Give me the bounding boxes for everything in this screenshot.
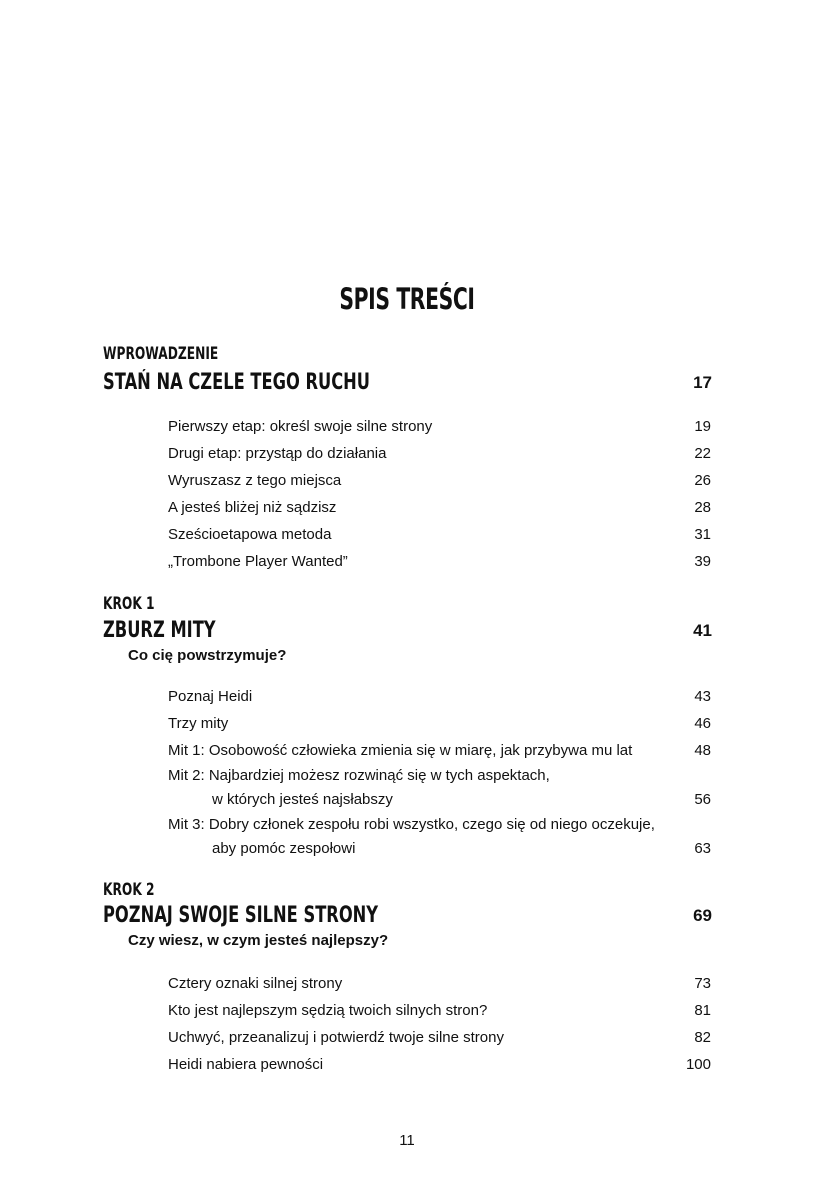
toc-entry[interactable] [168, 740, 711, 762]
toc-entry[interactable] [168, 470, 711, 492]
toc-entry[interactable] [168, 765, 711, 811]
toc-title: SPIS TREŚCI [339, 282, 475, 316]
toc-entry-page: 43 [694, 688, 711, 705]
toc-entry[interactable] [168, 814, 711, 860]
chapter-title: POZNAJ SWOJE SILNE STRONY [103, 903, 379, 928]
toc-entry-page: 22 [694, 445, 711, 462]
chapter-page-number: 41 [693, 621, 712, 640]
chapter-title: ZBURZ MITY [103, 618, 216, 643]
toc-entry[interactable] [168, 1000, 711, 1022]
toc-entry-page: 73 [694, 975, 711, 992]
page-number: 11 [399, 1132, 415, 1149]
toc-entry[interactable] [168, 416, 711, 438]
toc-entry-page: 31 [694, 526, 711, 543]
chapter-page-number: 69 [693, 906, 712, 925]
chapter-heading-step-2[interactable] [103, 903, 712, 929]
toc-entry-text: Mit 3: Dobry członek zespołu robi wszystko, czego się od niego oczekuje, [168, 816, 655, 833]
chapter-subtitle: Czy wiesz, w czym jesteś najlepszy? [128, 932, 389, 949]
toc-entry[interactable] [168, 551, 711, 573]
toc-entry-text: „Trombone Player Wanted” [168, 553, 348, 570]
toc-entry-text: Wyruszasz z tego miejsca [168, 472, 342, 489]
toc-entry-text: Drugi etap: przystąp do działania [168, 445, 387, 462]
section-label-step-1: KROK 1 [103, 594, 155, 614]
toc-entry-page: 63 [694, 840, 711, 857]
chapter-subtitle: Co cię powstrzymuje? [128, 647, 287, 664]
toc-entry[interactable] [168, 443, 711, 465]
toc-entry-text: Trzy mity [168, 715, 229, 732]
toc-entry-page: 19 [694, 418, 711, 435]
toc-entry-page: 28 [694, 499, 711, 516]
toc-entry-text: Kto jest najlepszym sędzią twoich silnych stron? [168, 1002, 488, 1019]
toc-entry[interactable] [168, 1054, 711, 1076]
toc-entry-page: 56 [694, 791, 711, 808]
toc-entry-text: Mit 1: Osobowość człowieka zmienia się w miarę, jak przybywa mu lat [168, 742, 633, 759]
toc-entry-text-continued: aby pomóc zespołowi [212, 840, 356, 857]
chapter-heading-intro[interactable] [103, 370, 712, 396]
chapter-heading-step-1[interactable] [103, 618, 712, 644]
toc-entry-page: 48 [694, 742, 711, 759]
toc-entry-page: 82 [694, 1029, 711, 1046]
toc-entry-page: 100 [685, 1056, 711, 1073]
toc-entry-text: Uchwyć, przeanalizuj i potwierdź twoje silne strony [168, 1029, 504, 1046]
toc-entry-text: Mit 2: Najbardziej możesz rozwinąć się w tych aspektach, [168, 767, 550, 784]
toc-entry-text-continued: w których jesteś najsłabszy [212, 791, 393, 808]
toc-entry-page: 81 [694, 1002, 711, 1019]
chapter-title: STAŃ NA CZELE TEGO RUCHU [103, 370, 371, 395]
toc-entry[interactable] [168, 973, 711, 995]
toc-entry-text: Sześcioetapowa metoda [168, 526, 332, 543]
toc-entry-text: Poznaj Heidi [168, 688, 253, 705]
toc-entry-text: Heidi nabiera pewności [168, 1056, 324, 1073]
toc-entry-page: 39 [694, 553, 711, 570]
toc-entry-page: 46 [694, 715, 711, 732]
toc-entry[interactable] [168, 713, 711, 735]
toc-entry-text: Pierwszy etap: określ swoje silne strony [168, 418, 433, 435]
toc-entry-text: Cztery oznaki silnej strony [168, 975, 343, 992]
section-label-step-2: KROK 2 [103, 880, 155, 900]
chapter-page-number: 17 [693, 373, 712, 392]
toc-entry[interactable] [168, 1027, 711, 1049]
section-label-intro: WPROWADZENIE [103, 344, 219, 364]
toc-entry-page: 26 [694, 472, 711, 489]
toc-entry[interactable] [168, 524, 711, 546]
toc-entry-text: A jesteś bliżej niż sądzisz [168, 499, 337, 516]
toc-entry[interactable] [168, 497, 711, 519]
toc-entry[interactable] [168, 686, 711, 708]
